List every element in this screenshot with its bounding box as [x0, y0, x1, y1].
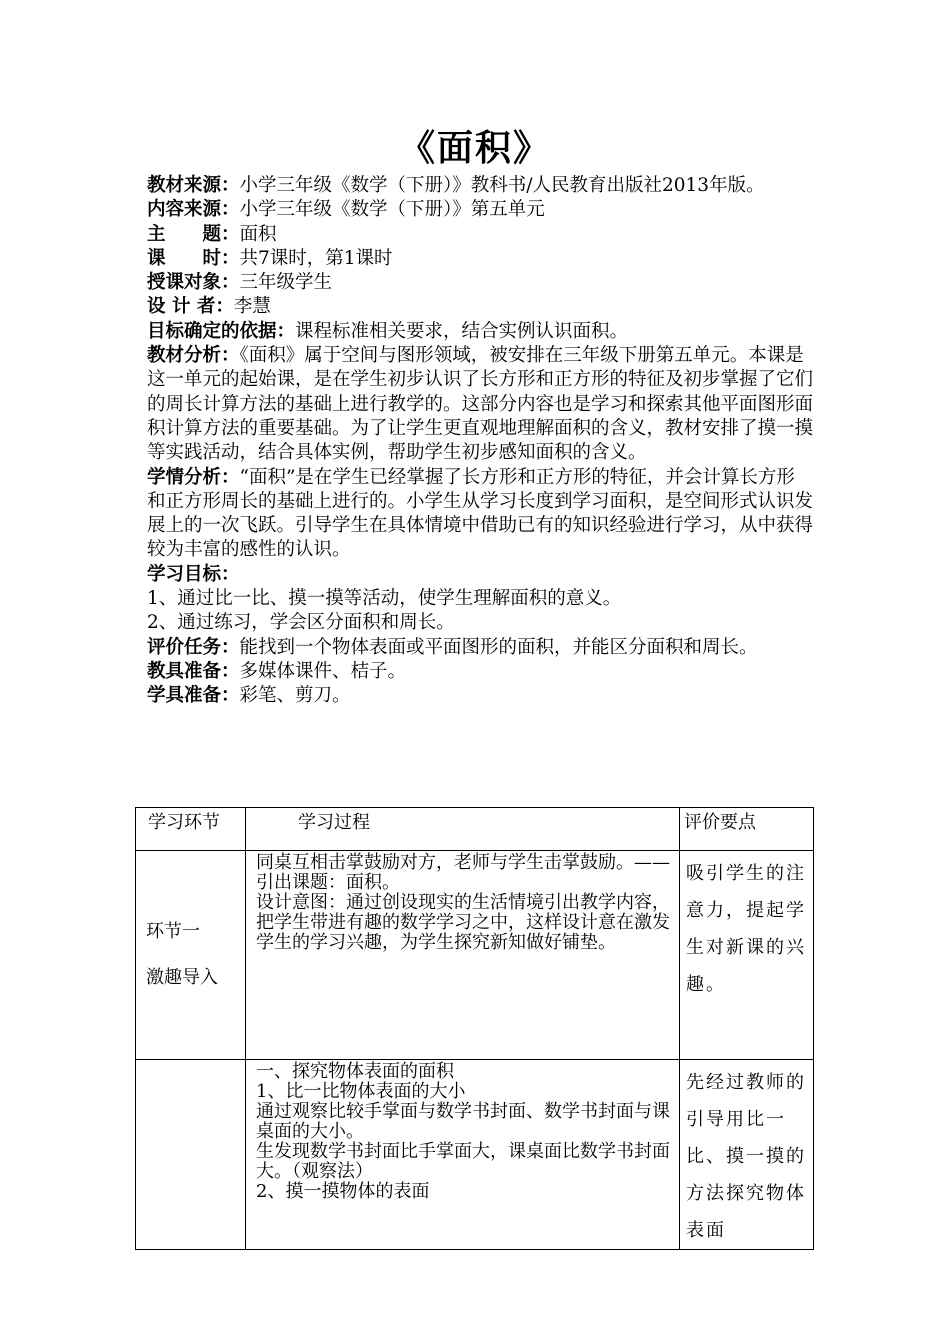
audience-label: 授课对象： — [147, 272, 240, 294]
process-heading: 一、探究物体表面的面积 — [256, 1061, 454, 1082]
process-text: 同桌互相击掌鼓励对方，老师与学生击掌鼓励。——引出课题：面积。 — [256, 852, 670, 893]
audience-value: 三年级学生 — [239, 272, 333, 294]
hours-label: 课 时： — [147, 247, 240, 269]
designer-label: 设 计 者： — [147, 296, 234, 318]
goal-item: 1、通过比一比、摸一摸等活动，使学生理解面积的意义。 — [147, 588, 622, 610]
process-text: 通过观察比较手掌面与数学书封面、数学书封面与课桌面的大小。 — [256, 1101, 670, 1142]
student-tools-label: 学具准备： — [147, 685, 240, 707]
eval-cell: 吸引学生的注意力，提起学生对新课的兴趣。 — [680, 851, 814, 1060]
topic-label: 主 题： — [147, 223, 240, 245]
teacher-tools-label: 教具准备： — [147, 660, 240, 682]
designer-line — [147, 295, 813, 319]
stage-cell — [136, 1060, 246, 1250]
learner-label: 学情分析： — [147, 466, 240, 488]
content-value: 小学三年级《数学（下册）》第五单元 — [239, 199, 545, 221]
stage-number: 环节一 — [146, 921, 200, 942]
learner-value: “面积”是在学生已经掌握了长方形和正方形的特征，并会计算长方形和正方形周长的基础上进行的。小学生从学习长度到学习面积，是空间形式认识发展上的一次飞跃。引导学生在具体情境中借助已有的知识经验进行学习，从中获得较为丰富的感性的认识。 — [147, 466, 814, 561]
eval-task-line — [147, 636, 813, 660]
content-label: 内容来源： — [147, 199, 240, 221]
goal-item: 2、通过练习，学会区分面积和周长。 — [147, 612, 455, 634]
process-subheading: 2、摸一摸物体的表面 — [256, 1181, 430, 1202]
content-line — [147, 198, 813, 222]
analysis-label: 教材分析： — [147, 345, 240, 367]
goals-label: 学习目标： — [147, 563, 240, 585]
analysis-value: 《面积》属于空间与图形领域，被安排在三年级下册第五单元。本课是这一单元的起始课，是在学生初步认识了长方形和正方形的特征及初步掌握了它们的周长计算方法的基础上进行教学的。这部分内容也是学习和探索其他平面图形面积计算方法的重要基础。为了让学生更直观地理解面积的含义，教材安排了摸一摸等实践活动，结合具体实例，帮助学生初步感知面积的含义。 — [147, 345, 814, 464]
hours-value: 共7课时，第1课时 — [239, 247, 393, 269]
basis-value: 课程标准相关要求，结合实例认识面积。 — [295, 320, 629, 342]
basis-line — [147, 320, 813, 344]
header-stage: 学习环节 — [136, 808, 246, 851]
process-cell — [246, 1060, 680, 1250]
header-process: 学习过程 — [246, 808, 680, 851]
table-row — [136, 851, 814, 1060]
teacher-tools-line — [147, 660, 813, 684]
eval-cell: 先经过教师的引导用比一比、摸一摸的方法探究物体表面 — [680, 1060, 814, 1250]
audience-line — [147, 271, 813, 295]
topic-line — [147, 223, 813, 247]
process-subheading: 1、比一比物体表面的大小 — [256, 1081, 466, 1102]
header-eval: 评价要点 — [680, 808, 814, 851]
design-intent-text: 设计意图：通过创设现实的生活情境引出教学内容，把学生带进有趣的数学学习之中，这样设计意在激发学生的学习兴趣，为学生探究新知做好铺垫。 — [256, 892, 670, 953]
eval-task-value: 能找到一个物体表面或平面图形的面积，并能区分面积和周长。 — [239, 636, 758, 658]
lesson-plan-table — [135, 807, 814, 1250]
document-title: 《面积》 — [398, 127, 551, 169]
table-header-row — [136, 808, 814, 851]
student-tools-value: 彩笔、剪刀。 — [239, 685, 351, 707]
table-row — [136, 1060, 814, 1250]
teacher-tools-value: 多媒体课件、桔子。 — [239, 660, 407, 682]
lesson-info — [147, 174, 813, 709]
goals-heading — [147, 563, 813, 587]
learner-paragraph — [147, 466, 813, 563]
student-tools-line — [147, 684, 813, 708]
topic-value: 面积 — [239, 223, 277, 245]
analysis-paragraph — [147, 344, 813, 465]
stage-cell — [136, 851, 246, 1060]
basis-label: 目标确定的依据： — [147, 320, 296, 342]
source-label: 教材来源： — [147, 175, 240, 196]
eval-task-label: 评价任务： — [147, 636, 240, 658]
designer-value: 李慧 — [233, 296, 271, 318]
hours-line — [147, 247, 813, 271]
source-line — [147, 174, 813, 198]
stage-name: 激趣导入 — [146, 967, 218, 988]
process-text: 生发现数学书封面比手掌面大，课桌面比数学书封面大。（观察法） — [256, 1141, 670, 1182]
process-cell — [246, 851, 680, 1060]
source-value: 小学三年级《数学（下册）》教科书/人民教育出版社2013年版。 — [239, 175, 765, 196]
